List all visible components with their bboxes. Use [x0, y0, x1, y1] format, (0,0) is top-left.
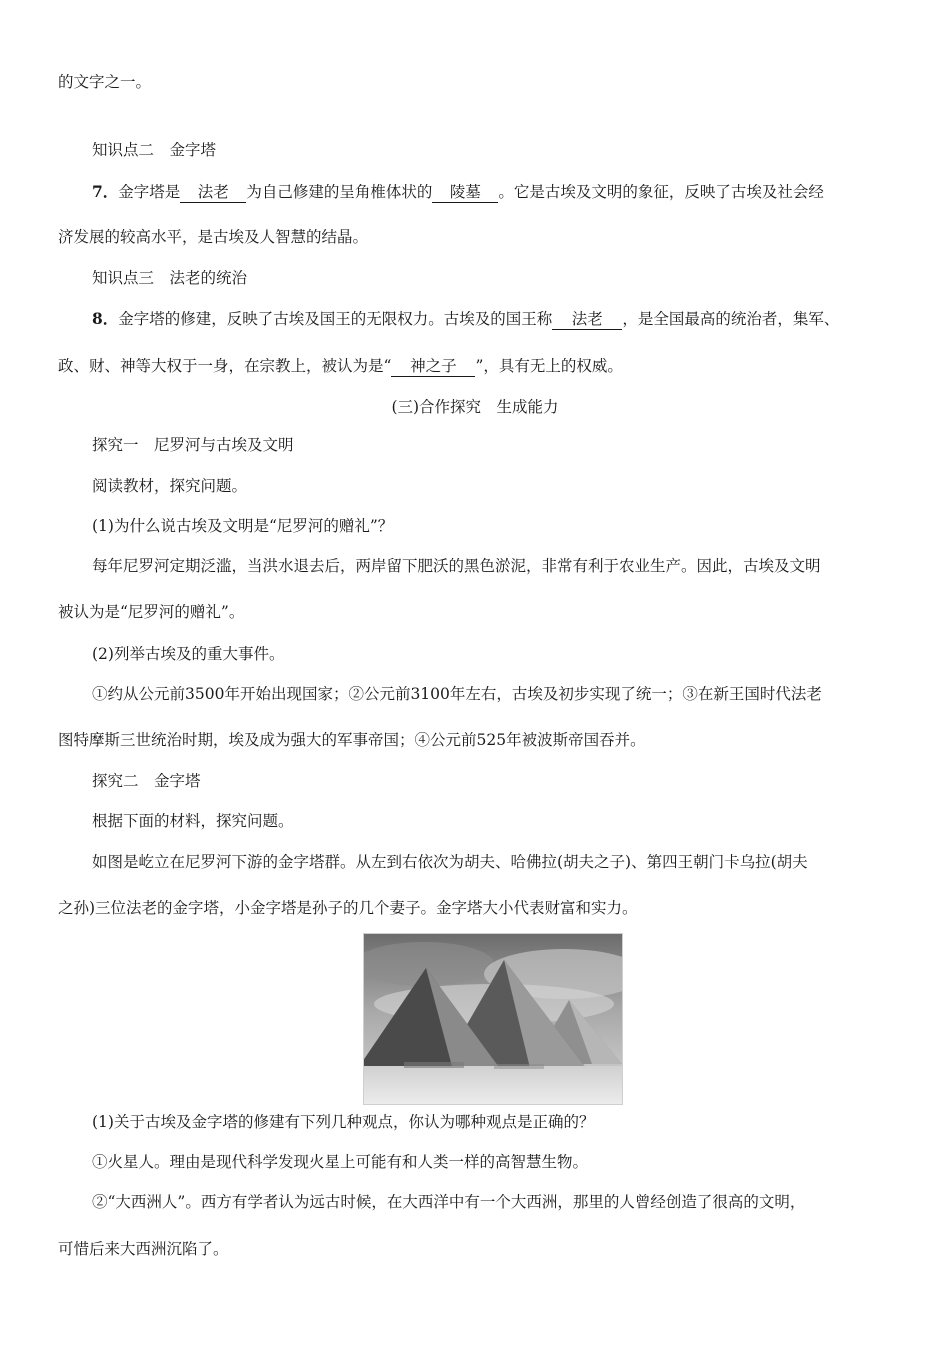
- inquiry-2-heading: 探究二 金字塔: [92, 772, 201, 790]
- question-number: 7．: [92, 182, 119, 201]
- inquiry-2-option-1: ①火星人。理由是现代科学发现火星上可能有和人类一样的高智慧生物。: [92, 1153, 589, 1171]
- inquiry-2-question-1: (1)关于古埃及金字塔的修建有下列几种观点，你认为哪种观点是正确的？: [92, 1113, 595, 1131]
- inquiry-1-answer-2-continuation: 图特摩斯三世统治时期，埃及成为强大的军事帝国；④公元前525年被波斯帝国吞并。: [58, 731, 646, 749]
- question-text: 。它是古埃及文明的象征，反映了古埃及社会经: [498, 183, 824, 201]
- question-text: 政、财、神等大权于一身，在宗教上，被认为是“: [58, 357, 392, 375]
- knowledge-point-2-heading: 知识点二 金字塔: [92, 141, 217, 159]
- inquiry-2-option-2-continuation: 可惜后来大西洲沉陷了。: [58, 1240, 229, 1258]
- section-title: (三)合作探究 生成能力: [391, 398, 559, 416]
- knowledge-point-3-heading: 知识点三 法老的统治: [92, 269, 248, 287]
- inquiry-1-answer-2: ①约从公元前3500年开始出现国家；②公元前3100年左右，古埃及初步实现了统一；③在新王国时代法老: [92, 685, 822, 703]
- inquiry-2-option-2: ②“大西洲人”。西方有学者认为远古时候，在大西洋中有一个大西洲，那里的人曾经创造了很高的文明，: [92, 1193, 806, 1211]
- question-text: 金字塔的修建，反映了古埃及国王的无限权力。古埃及的国王称: [118, 310, 553, 328]
- inquiry-1-question-2: (2)列举古埃及的重大事件。: [92, 645, 285, 663]
- inquiry-1-answer-1: 每年尼罗河定期泛滥，当洪水退去后，两岸留下肥沃的黑色淤泥，非常有利于农业生产。因此，古埃及文明: [92, 557, 821, 575]
- answer-blank: 神之子: [391, 356, 475, 377]
- inquiry-1-intro: 阅读教材，探究问题。: [92, 477, 248, 495]
- question-text: 为自己修建的呈角: [246, 183, 371, 201]
- inquiry-2-material: 如图是屹立在尼罗河下游的金字塔群。从左到右依次为胡夫、哈佛拉(胡夫之子)、第四王朝门卡乌拉(胡夫: [92, 853, 808, 871]
- question-7-continuation: 济发展的较高水平，是古埃及人智慧的结晶。: [58, 228, 369, 246]
- answer-blank: 陵墓: [432, 182, 498, 203]
- inquiry-1-heading: 探究一 尼罗河与古埃及文明: [92, 436, 294, 454]
- inquiry-1-question-1: (1)为什么说古埃及文明是“尼罗河的赠礼”？: [92, 517, 394, 535]
- question-text: 金字塔是: [118, 183, 181, 201]
- question-text: ”，具有无上的权威。: [475, 357, 623, 375]
- answer-blank: 法老: [180, 182, 246, 203]
- pyramids-photo: [363, 933, 623, 1105]
- inquiry-2-material-continuation: 之孙)三位法老的金字塔，小金字塔是孙子的几个妻子。金字塔大小代表财富和实力。: [58, 899, 638, 917]
- inquiry-1-answer-1-continuation: 被认为是“尼罗河的赠礼”。: [58, 603, 245, 621]
- question-text: 椎体状的: [370, 183, 433, 201]
- question-8: [92, 308, 898, 330]
- question-text: ，是全国最高的统治者，集军、: [622, 310, 840, 328]
- inquiry-2-intro: 根据下面的材料，探究问题。: [92, 812, 294, 830]
- question-number: 8．: [92, 309, 119, 328]
- text-line: 的文字之一。: [58, 73, 152, 91]
- answer-blank: 法老: [552, 309, 622, 330]
- question-8-continuation: [58, 355, 898, 377]
- question-7: [92, 181, 898, 203]
